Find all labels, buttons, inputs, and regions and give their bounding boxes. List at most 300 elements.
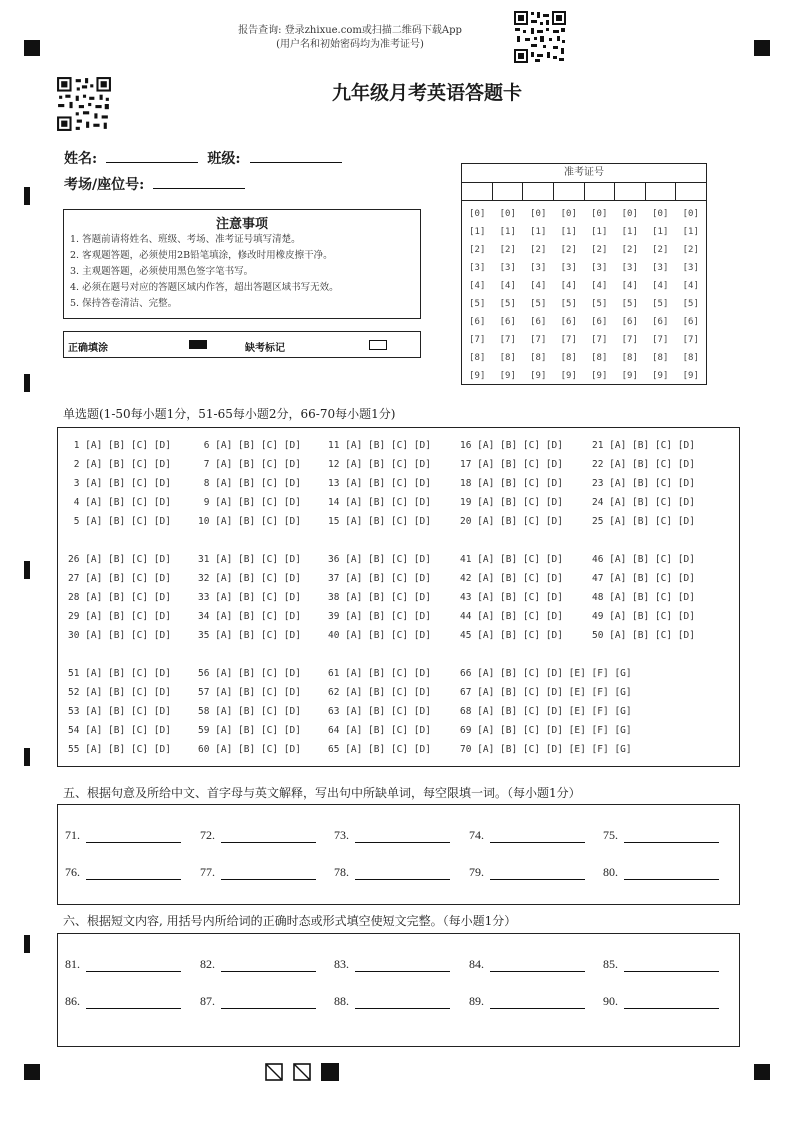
mc-question-4[interactable]	[68, 494, 171, 512]
mc-question-39[interactable]	[328, 608, 431, 626]
mc-question-66[interactable]	[460, 665, 632, 683]
answer-options[interactable]: [A] [B] [C] [D]	[477, 440, 563, 451]
mc-question-5[interactable]	[68, 513, 171, 531]
admission-digit-cell[interactable]	[676, 183, 706, 200]
mc-question-36[interactable]	[328, 551, 431, 569]
mc-question-37[interactable]	[328, 570, 431, 588]
mc-question-67[interactable]	[460, 684, 632, 702]
admission-digit-bubble[interactable]: [3]	[560, 263, 577, 273]
mc-question-59[interactable]	[198, 722, 301, 740]
answer-options[interactable]: [A] [B] [C] [D]	[85, 497, 171, 508]
answer-options[interactable]: [A] [B] [C] [D]	[609, 459, 695, 470]
answer-options[interactable]: [A] [B] [C] [D]	[85, 459, 171, 470]
answer-options[interactable]: [A] [B] [C] [D]	[609, 440, 695, 451]
answer-options[interactable]: [A] [B] [C] [D]	[609, 592, 695, 603]
answer-options[interactable]: [A] [B] [C] [D]	[345, 668, 431, 679]
answer-options[interactable]: [A] [B] [C] [D]	[215, 630, 301, 641]
answer-options[interactable]: [A] [B] [C] [D]	[477, 497, 563, 508]
admission-digit-bubble[interactable]: [5]	[499, 299, 516, 309]
mc-question-55[interactable]	[68, 741, 171, 759]
answer-options[interactable]: [A] [B] [C] [D]	[215, 592, 301, 603]
mc-question-14[interactable]	[328, 494, 431, 512]
admission-digit-bubble[interactable]: [1]	[469, 227, 486, 237]
admission-digit-bubble[interactable]: [7]	[560, 335, 577, 345]
admission-digit-bubble[interactable]: [0]	[530, 209, 547, 219]
answer-options[interactable]: [A] [B] [C] [D]	[215, 478, 301, 489]
answer-line[interactable]	[355, 959, 450, 972]
admission-digit-bubble[interactable]: [4]	[621, 281, 638, 291]
admission-digit-cell[interactable]	[554, 183, 585, 200]
admission-bubbles[interactable]	[462, 201, 706, 385]
question-number: 59	[198, 725, 216, 736]
mc-question-61[interactable]	[328, 665, 431, 683]
admission-digit-bubble[interactable]: [7]	[530, 335, 547, 345]
mc-question-27[interactable]	[68, 570, 171, 588]
blank-79[interactable]	[469, 865, 585, 880]
admission-digit-cell[interactable]	[585, 183, 616, 200]
answer-options[interactable]: [A] [B] [C] [D]	[85, 478, 171, 489]
answer-options[interactable]: [A] [B] [C] [D]	[85, 592, 171, 603]
mc-question-52[interactable]	[68, 684, 171, 702]
admission-digit-bubble[interactable]: [9]	[469, 371, 486, 381]
admission-digit-bubble[interactable]: [9]	[530, 371, 547, 381]
admission-digit-bubble[interactable]: [3]	[469, 263, 486, 273]
blank-87[interactable]	[200, 994, 316, 1009]
mc-question-11[interactable]	[328, 437, 431, 455]
answer-options[interactable]: [A] [B] [C] [D]	[215, 725, 301, 736]
admission-digit-bubble[interactable]: [8]	[652, 353, 669, 363]
admission-digit-bubble[interactable]: [4]	[499, 281, 516, 291]
blank-80[interactable]	[603, 865, 719, 880]
question-number: 25	[592, 516, 610, 527]
answer-options[interactable]: [A] [B] [C] [D]	[345, 497, 431, 508]
mc-section-label: 单选题(1-50每小题1分，51-65每小题2分，66-70每小题1分)	[63, 407, 396, 421]
question-number: 22	[592, 459, 610, 470]
mc-question-47[interactable]	[592, 570, 695, 588]
mc-question-41[interactable]	[460, 551, 563, 569]
answer-line[interactable]	[221, 867, 316, 880]
admission-digit-bubble[interactable]: [7]	[652, 335, 669, 345]
mc-question-25[interactable]	[592, 513, 695, 531]
admission-digit-bubble[interactable]: [2]	[621, 245, 638, 255]
blank-85[interactable]	[603, 957, 719, 972]
answer-options[interactable]: [A] [B] [C] [D]	[477, 459, 563, 470]
answer-line[interactable]	[355, 830, 450, 843]
admission-digit-bubble[interactable]: [8]	[591, 353, 608, 363]
mc-question-60[interactable]	[198, 741, 301, 759]
admission-digit-bubble[interactable]: [5]	[621, 299, 638, 309]
blank-81[interactable]	[65, 957, 181, 972]
answer-options[interactable]: [A] [B] [C] [D]	[85, 725, 171, 736]
answer-options[interactable]: [A] [B] [C] [D]	[215, 440, 301, 451]
class-field[interactable]	[250, 148, 342, 163]
mc-question-20[interactable]	[460, 513, 563, 531]
admission-digit-bubble[interactable]: [0]	[499, 209, 516, 219]
blank-number: 87.	[200, 994, 215, 1008]
mc-question-68[interactable]	[460, 703, 632, 721]
mc-question-35[interactable]	[198, 627, 301, 645]
admission-digit-bubble[interactable]: [1]	[682, 227, 699, 237]
question-number: 70	[460, 744, 478, 755]
answer-options[interactable]: [A] [B] [C] [D]	[215, 687, 301, 698]
mc-question-45[interactable]	[460, 627, 563, 645]
answer-options[interactable]: [A] [B] [C] [D]	[215, 516, 301, 527]
blank-82[interactable]	[200, 957, 316, 972]
admission-digit-bubble[interactable]: [1]	[560, 227, 577, 237]
admission-digit-bubble[interactable]: [5]	[560, 299, 577, 309]
answer-options[interactable]: [A] [B] [C] [D]	[345, 459, 431, 470]
name-row	[64, 148, 342, 168]
question-number: 16	[460, 440, 478, 451]
answer-options[interactable]: [A] [B] [C] [D]	[85, 611, 171, 622]
answer-line[interactable]	[86, 867, 181, 880]
room-seat-field[interactable]	[153, 174, 245, 189]
answer-line[interactable]	[221, 959, 316, 972]
mc-question-26[interactable]	[68, 551, 171, 569]
mc-question-1[interactable]	[68, 437, 171, 455]
multiple-choice-area[interactable]	[57, 427, 740, 767]
answer-options[interactable]: [A] [B] [C] [D]	[215, 497, 301, 508]
question-number: 6	[198, 440, 216, 451]
mc-question-48[interactable]	[592, 589, 695, 607]
answer-line[interactable]	[221, 830, 316, 843]
mc-question-15[interactable]	[328, 513, 431, 531]
answer-options[interactable]: [A] [B] [C] [D]	[85, 687, 171, 698]
mc-question-10[interactable]	[198, 513, 301, 531]
mc-question-30[interactable]	[68, 627, 171, 645]
answer-options[interactable]: [A] [B] [C] [D]	[609, 611, 695, 622]
name-field[interactable]	[106, 148, 198, 163]
mc-question-46[interactable]	[592, 551, 695, 569]
admission-digit-bubble[interactable]: [8]	[560, 353, 577, 363]
answer-options[interactable]: [A] [B] [C] [D]	[85, 440, 171, 451]
mc-question-49[interactable]	[592, 608, 695, 626]
answer-line[interactable]	[624, 996, 719, 1009]
answer-options[interactable]: [A] [B] [C] [D]	[85, 516, 171, 527]
mc-question-43[interactable]	[460, 589, 563, 607]
mc-question-53[interactable]	[68, 703, 171, 721]
mc-question-32[interactable]	[198, 570, 301, 588]
answer-line[interactable]	[624, 830, 719, 843]
mc-question-63[interactable]	[328, 703, 431, 721]
mc-question-3[interactable]	[68, 475, 171, 493]
mc-question-33[interactable]	[198, 589, 301, 607]
answer-line[interactable]	[490, 830, 585, 843]
mc-question-50[interactable]	[592, 627, 695, 645]
answer-options[interactable]: [A] [B] [C] [D]	[609, 554, 695, 565]
answer-line[interactable]	[86, 830, 181, 843]
answer-line[interactable]	[490, 996, 585, 1009]
admission-digit-bubble[interactable]: [8]	[530, 353, 547, 363]
mc-question-16[interactable]	[460, 437, 563, 455]
admission-digit-bubble[interactable]: [2]	[469, 245, 486, 255]
answer-options[interactable]: [A] [B] [C] [D] [E] [F] [G]	[477, 706, 632, 717]
admission-digit-bubble[interactable]: [1]	[652, 227, 669, 237]
answer-line[interactable]	[624, 867, 719, 880]
answer-options[interactable]: [A] [B] [C] [D]	[215, 668, 301, 679]
admission-digit-bubble[interactable]: [4]	[682, 281, 699, 291]
admission-digit-bubble[interactable]: [5]	[530, 299, 547, 309]
mc-question-6[interactable]	[198, 437, 301, 455]
answer-options[interactable]: [A] [B] [C] [D]	[215, 744, 301, 755]
answer-options[interactable]: [A] [B] [C] [D]	[215, 573, 301, 584]
admission-digit-bubble[interactable]: [6]	[621, 317, 638, 327]
download-qr-code[interactable]	[513, 10, 567, 64]
admission-digit-bubble[interactable]: [6]	[652, 317, 669, 327]
admission-digit-cell[interactable]	[462, 183, 493, 200]
registration-mark	[24, 1064, 40, 1080]
mc-question-57[interactable]	[198, 684, 301, 702]
admission-digit-bubble[interactable]: [3]	[682, 263, 699, 273]
admission-digit-bubble[interactable]: [2]	[499, 245, 516, 255]
mc-question-8[interactable]	[198, 475, 301, 493]
admission-digit-column	[676, 205, 707, 385]
admission-digit-bubble[interactable]: [3]	[530, 263, 547, 273]
mc-question-58[interactable]	[198, 703, 301, 721]
mc-question-23[interactable]	[592, 475, 695, 493]
answer-options[interactable]: [A] [B] [C] [D]	[477, 630, 563, 641]
answer-options[interactable]: [A] [B] [C] [D]	[345, 630, 431, 641]
answer-options[interactable]: [A] [B] [C] [D]	[609, 478, 695, 489]
mc-question-24[interactable]	[592, 494, 695, 512]
admission-digit-bubble[interactable]: [6]	[530, 317, 547, 327]
admission-digit-bubble[interactable]: [5]	[652, 299, 669, 309]
admission-digit-bubble[interactable]: [8]	[621, 353, 638, 363]
admission-digit-bubble[interactable]: [9]	[591, 371, 608, 381]
answer-line[interactable]	[624, 959, 719, 972]
admission-digit-bubble[interactable]: [6]	[499, 317, 516, 327]
blank-78[interactable]	[334, 865, 450, 880]
blank-89[interactable]	[469, 994, 585, 1009]
timing-mark	[24, 187, 30, 205]
admission-digit-bubble[interactable]: [6]	[560, 317, 577, 327]
admission-digit-bubble[interactable]: [6]	[682, 317, 699, 327]
admission-digit-bubble[interactable]: [0]	[652, 209, 669, 219]
answer-options[interactable]: [A] [B] [C] [D]	[215, 611, 301, 622]
admission-digit-bubble[interactable]: [9]	[682, 371, 699, 381]
blank-77[interactable]	[200, 865, 316, 880]
answer-options[interactable]: [A] [B] [C] [D] [E] [F] [G]	[477, 744, 632, 755]
admission-digit-bubble[interactable]: [9]	[499, 371, 516, 381]
answer-options[interactable]: [A] [B] [C] [D]	[345, 554, 431, 565]
admission-digit-bubble[interactable]: [9]	[621, 371, 638, 381]
admission-digit-cell[interactable]	[523, 183, 554, 200]
admission-digit-bubble[interactable]: [0]	[469, 209, 486, 219]
admission-digit-bubble[interactable]: [2]	[682, 245, 699, 255]
mc-question-65[interactable]	[328, 741, 431, 759]
answer-options[interactable]: [A] [B] [C] [D]	[609, 630, 695, 641]
mc-question-42[interactable]	[460, 570, 563, 588]
answer-options[interactable]: [A] [B] [C] [D]	[477, 554, 563, 565]
mc-question-56[interactable]	[198, 665, 301, 683]
answer-options[interactable]: [A] [B] [C] [D]	[85, 706, 171, 717]
answer-options[interactable]: [A] [B] [C] [D]	[345, 592, 431, 603]
blank-83[interactable]	[334, 957, 450, 972]
answer-options[interactable]: [A] [B] [C] [D]	[85, 573, 171, 584]
question-number: 32	[198, 573, 216, 584]
mc-question-69[interactable]	[460, 722, 632, 740]
answer-line[interactable]	[490, 959, 585, 972]
admission-digit-bubble[interactable]: [3]	[652, 263, 669, 273]
question-number: 63	[328, 706, 346, 717]
admission-digit-bubble[interactable]: [1]	[530, 227, 547, 237]
mc-question-70[interactable]	[460, 741, 632, 759]
answer-options[interactable]: [A] [B] [C] [D]	[215, 459, 301, 470]
admission-digit-bubble[interactable]: [7]	[621, 335, 638, 345]
mc-question-7[interactable]	[198, 456, 301, 474]
admission-digit-bubble[interactable]: [2]	[652, 245, 669, 255]
mc-question-38[interactable]	[328, 589, 431, 607]
admission-digit-bubble[interactable]: [0]	[621, 209, 638, 219]
admission-digit-bubble[interactable]: [3]	[499, 263, 516, 273]
answer-options[interactable]: [A] [B] [C] [D]	[345, 478, 431, 489]
blank-88[interactable]	[334, 994, 450, 1009]
answer-line[interactable]	[86, 996, 181, 1009]
admission-digit-bubble[interactable]: [9]	[652, 371, 669, 381]
blank-73[interactable]	[334, 828, 450, 843]
mc-question-64[interactable]	[328, 722, 431, 740]
admission-digit-bubble[interactable]: [4]	[591, 281, 608, 291]
admission-digit-bubble[interactable]: [7]	[469, 335, 486, 345]
blank-71[interactable]	[65, 828, 181, 843]
answer-options[interactable]: [A] [B] [C] [D]	[477, 611, 563, 622]
answer-options[interactable]: [A] [B] [C] [D]	[85, 554, 171, 565]
answer-line[interactable]	[86, 959, 181, 972]
answer-options[interactable]: [A] [B] [C] [D]	[345, 687, 431, 698]
answer-options[interactable]: [A] [B] [C] [D]	[477, 592, 563, 603]
mc-question-29[interactable]	[68, 608, 171, 626]
admission-digit-bubble[interactable]: [6]	[591, 317, 608, 327]
admission-digit-bubble[interactable]: [1]	[499, 227, 516, 237]
answer-options[interactable]: [A] [B] [C] [D]	[609, 516, 695, 527]
answer-options[interactable]: [A] [B] [C] [D]	[85, 630, 171, 641]
mc-question-2[interactable]	[68, 456, 171, 474]
admission-digit-bubble[interactable]: [5]	[591, 299, 608, 309]
blank-72[interactable]	[200, 828, 316, 843]
mc-question-21[interactable]	[592, 437, 695, 455]
admission-digit-bubble[interactable]: [9]	[560, 371, 577, 381]
answer-line[interactable]	[490, 867, 585, 880]
admission-digit-bubble[interactable]: [2]	[560, 245, 577, 255]
admission-digit-bubble[interactable]: [0]	[591, 209, 608, 219]
mc-question-62[interactable]	[328, 684, 431, 702]
admission-digit-bubble[interactable]: [2]	[530, 245, 547, 255]
mc-question-34[interactable]	[198, 608, 301, 626]
admission-digit-bubble[interactable]: [4]	[469, 281, 486, 291]
mc-question-51[interactable]	[68, 665, 171, 683]
admission-digit-bubble[interactable]: [5]	[469, 299, 486, 309]
answer-options[interactable]: [A] [B] [C] [D]	[85, 744, 171, 755]
admission-digit-bubble[interactable]: [5]	[682, 299, 699, 309]
blank-90[interactable]	[603, 994, 719, 1009]
answer-options[interactable]: [A] [B] [C] [D] [E] [F] [G]	[477, 725, 632, 736]
mc-question-13[interactable]	[328, 475, 431, 493]
answer-options[interactable]: [A] [B] [C] [D]	[609, 497, 695, 508]
question-number: 4	[68, 497, 86, 508]
admission-digit-bubble[interactable]: [8]	[469, 353, 486, 363]
answer-options[interactable]: [A] [B] [C] [D]	[345, 725, 431, 736]
admission-digit-bubble[interactable]: [3]	[621, 263, 638, 273]
section6-answer-area[interactable]	[57, 933, 740, 1047]
mc-question-18[interactable]	[460, 475, 563, 493]
admission-digit-cell[interactable]	[615, 183, 646, 200]
answer-options[interactable]: [A] [B] [C] [D]	[345, 744, 431, 755]
name-label: 姓名:	[64, 151, 98, 167]
admission-digit-bubble[interactable]: [7]	[499, 335, 516, 345]
blank-75[interactable]	[603, 828, 719, 843]
answer-line[interactable]	[355, 996, 450, 1009]
question-number: 3	[68, 478, 86, 489]
admission-digit-bubble[interactable]: [3]	[591, 263, 608, 273]
answer-options[interactable]: [A] [B] [C] [D]	[345, 611, 431, 622]
blank-number: 73.	[334, 828, 349, 842]
admission-digit-bubble[interactable]: [7]	[591, 335, 608, 345]
admission-digit-cell[interactable]	[646, 183, 677, 200]
admission-digit-bubble[interactable]: [2]	[591, 245, 608, 255]
answer-options[interactable]: [A] [B] [C] [D]	[215, 554, 301, 565]
admission-digit-bubble[interactable]: [8]	[682, 353, 699, 363]
answer-options[interactable]: [A] [B] [C] [D]	[477, 573, 563, 584]
mc-question-22[interactable]	[592, 456, 695, 474]
question-number: 38	[328, 592, 346, 603]
answer-options[interactable]: [A] [B] [C] [D]	[345, 706, 431, 717]
admission-digit-bubble[interactable]: [4]	[530, 281, 547, 291]
admission-digit-bubble[interactable]: [1]	[621, 227, 638, 237]
question-number: 65	[328, 744, 346, 755]
answer-options[interactable]: [A] [B] [C] [D]	[477, 478, 563, 489]
answer-options[interactable]: [A] [B] [C] [D]	[345, 516, 431, 527]
admission-digit-bubble[interactable]: [4]	[652, 281, 669, 291]
mc-question-12[interactable]	[328, 456, 431, 474]
blank-84[interactable]	[469, 957, 585, 972]
answer-options[interactable]: [A] [B] [C] [D] [E] [F] [G]	[477, 668, 632, 679]
answer-line[interactable]	[355, 867, 450, 880]
answer-options[interactable]: [A] [B] [C] [D]	[477, 516, 563, 527]
section5-answer-area[interactable]	[57, 804, 740, 905]
mc-question-44[interactable]	[460, 608, 563, 626]
admission-write-cells[interactable]	[462, 183, 706, 201]
admission-digit-bubble[interactable]: [7]	[682, 335, 699, 345]
answer-options[interactable]: [A] [B] [C] [D]	[345, 573, 431, 584]
mc-question-19[interactable]	[460, 494, 563, 512]
admission-digit-bubble[interactable]: [0]	[682, 209, 699, 219]
absent-mark-box[interactable]	[369, 340, 387, 350]
blank-74[interactable]	[469, 828, 585, 843]
mc-question-17[interactable]	[460, 456, 563, 474]
mc-question-28[interactable]	[68, 589, 171, 607]
answer-options[interactable]: [A] [B] [C] [D]	[609, 573, 695, 584]
answer-options[interactable]: [A] [B] [C] [D]	[215, 706, 301, 717]
timing-mark	[24, 561, 30, 579]
admission-digit-bubble[interactable]: [6]	[469, 317, 486, 327]
mc-question-31[interactable]	[198, 551, 301, 569]
admission-digit-bubble[interactable]: [0]	[560, 209, 577, 219]
answer-options[interactable]: [A] [B] [C] [D]	[345, 440, 431, 451]
mc-question-54[interactable]	[68, 722, 171, 740]
blank-86[interactable]	[65, 994, 181, 1009]
admission-digit-bubble[interactable]: [4]	[560, 281, 577, 291]
blank-76[interactable]	[65, 865, 181, 880]
mc-question-40[interactable]	[328, 627, 431, 645]
question-number: 44	[460, 611, 478, 622]
answer-options[interactable]: [A] [B] [C] [D]	[85, 668, 171, 679]
admission-digit-bubble[interactable]: [1]	[591, 227, 608, 237]
answer-options[interactable]: [A] [B] [C] [D] [E] [F] [G]	[477, 687, 632, 698]
answer-line[interactable]	[221, 996, 316, 1009]
mc-question-9[interactable]	[198, 494, 301, 512]
admission-digit-cell[interactable]	[493, 183, 524, 200]
admission-digit-bubble[interactable]: [8]	[499, 353, 516, 363]
